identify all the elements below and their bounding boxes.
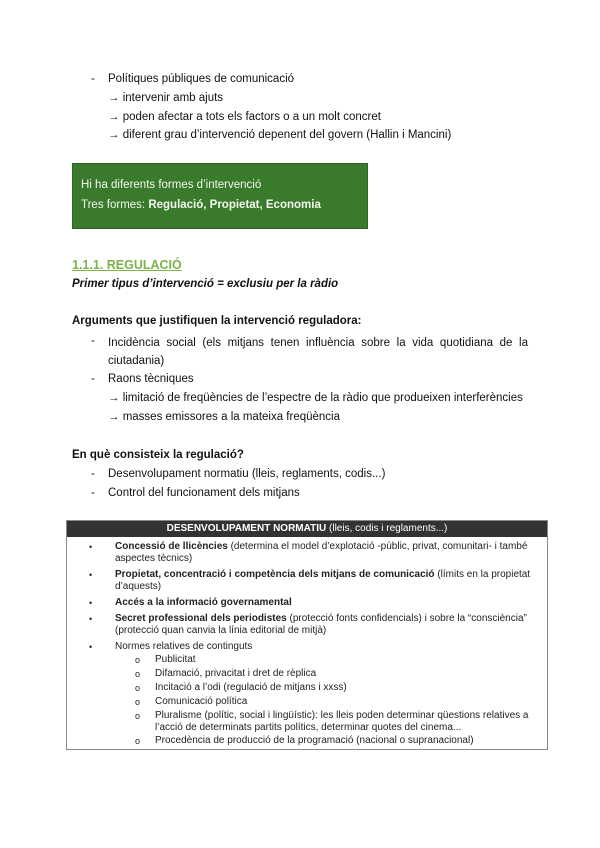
list-dash: - <box>91 468 95 480</box>
arguments-heading: Arguments que justifiquen la intervenció reguladora: <box>72 315 362 327</box>
consisteix-item-1: Desenvolupament normatiu (lleis, reglaments, codis...) <box>108 468 386 480</box>
bullet-dot: • <box>89 598 93 608</box>
table-subitem-3: Incitació a l’odi (regulació de mitjans i xxss) <box>155 682 347 693</box>
sub-bullet-circle: o <box>135 697 141 707</box>
consisteix-item-2: Control del funcionament dels mitjans <box>108 487 300 499</box>
list-dash: - <box>91 373 95 385</box>
bullet-1-rest: (determina el model d’explotació -públic, privat, comunitari- i també aspectes tècnics) <box>115 541 528 564</box>
regulation-table <box>66 520 548 750</box>
bullet-dot: • <box>89 542 93 552</box>
bullet-5-rest: Normes relatives de continguts <box>115 641 253 652</box>
argument-item-2: Raons tècniques <box>108 373 194 385</box>
sub-bullet-circle: o <box>135 669 141 679</box>
table-subitem-6: Procedència de producció de la programació (nacional o supranacional) <box>155 735 474 746</box>
callout-forms: Regulació, Propietat, Economia <box>148 199 321 211</box>
argument-arrow-1: → limitació de freqüències de l’espectre de la ràdio que produeixen interferències <box>108 392 523 404</box>
bullet-4-bold: Secret professional dels periodistes <box>115 613 287 624</box>
list-dash: - <box>91 335 95 347</box>
bullet-1-bold: Concessió de llicències <box>115 541 228 552</box>
intro-arrow-2: → poden afectar a tots els factors o a un molt concret <box>108 111 381 123</box>
sub-bullet-circle: o <box>135 711 141 721</box>
list-dash: - <box>91 73 95 85</box>
bullet-dot: • <box>89 614 93 624</box>
table-bullet-4 <box>115 613 539 637</box>
table-bullet-5 <box>115 641 539 653</box>
sub-bullet-circle: o <box>135 736 141 746</box>
intro-title: Polítiques públiques de comunicació <box>108 73 295 85</box>
table-subitem-1: Publicitat <box>155 654 196 665</box>
table-bullet-1 <box>115 541 539 565</box>
callout-line-1: Hi ha diferents formes d’intervenció <box>81 179 262 191</box>
table-subitem-2: Difamació, privacitat i dret de rèplica <box>155 668 317 679</box>
section-subtitle: Primer tipus d’intervenció = exclusiu per la ràdio <box>72 278 339 290</box>
bullet-4-rest: (protecció fonts confidencials) i sobre la “consciència” (protecció quan canvia la línia editorial de mitjà) <box>115 613 527 636</box>
table-bullet-3 <box>115 597 539 609</box>
callout-line-2 <box>81 198 321 213</box>
consisteix-heading: En què consisteix la regulació? <box>72 449 244 461</box>
list-dash: - <box>91 487 95 499</box>
bullet-2-rest: (límits en la propietat d’aquests) <box>115 569 531 592</box>
bullet-2-bold: Propietat, concentració i competència dels mitjans de comunicació <box>115 569 435 580</box>
sub-bullet-circle: o <box>135 655 141 665</box>
intro-arrow-1: → intervenir amb ajuts <box>108 92 224 104</box>
callout-prefix: Tres formes: <box>81 199 149 211</box>
table-subitem-5: Pluralisme (polític, social i lingüístic): les lleis poden determinar qüestions relatives a l’acció de determinats partits polítics, determinar quotes del cinema... <box>155 710 529 733</box>
bullet-dot: • <box>89 570 93 580</box>
bullet-dot: • <box>89 642 93 652</box>
intervention-callout <box>72 163 368 229</box>
section-heading: 1.1.1. REGULACIÓ <box>72 258 182 272</box>
table-header-rest: (lleis, codis i reglaments...) <box>326 523 448 534</box>
table-bullet-2 <box>115 569 539 593</box>
table-header-bold: DESENVOLUPAMENT NORMATIU <box>166 523 327 534</box>
table-subitem-4: Comunicació política <box>155 696 248 707</box>
intro-arrow-3: → diferent grau d’intervenció depenent del govern (Hallin i Mancini) <box>108 129 452 141</box>
argument-arrow-2: → masses emissores a la mateixa freqüència <box>108 411 341 423</box>
table-header <box>67 521 547 537</box>
bullet-3-bold: Accés a la informació governamental <box>115 597 292 608</box>
argument-item-1: Incidència social (els mitjans tenen influència sobre la vida quotidiana de la ciutadania) <box>108 337 528 367</box>
sub-bullet-circle: o <box>135 683 141 693</box>
